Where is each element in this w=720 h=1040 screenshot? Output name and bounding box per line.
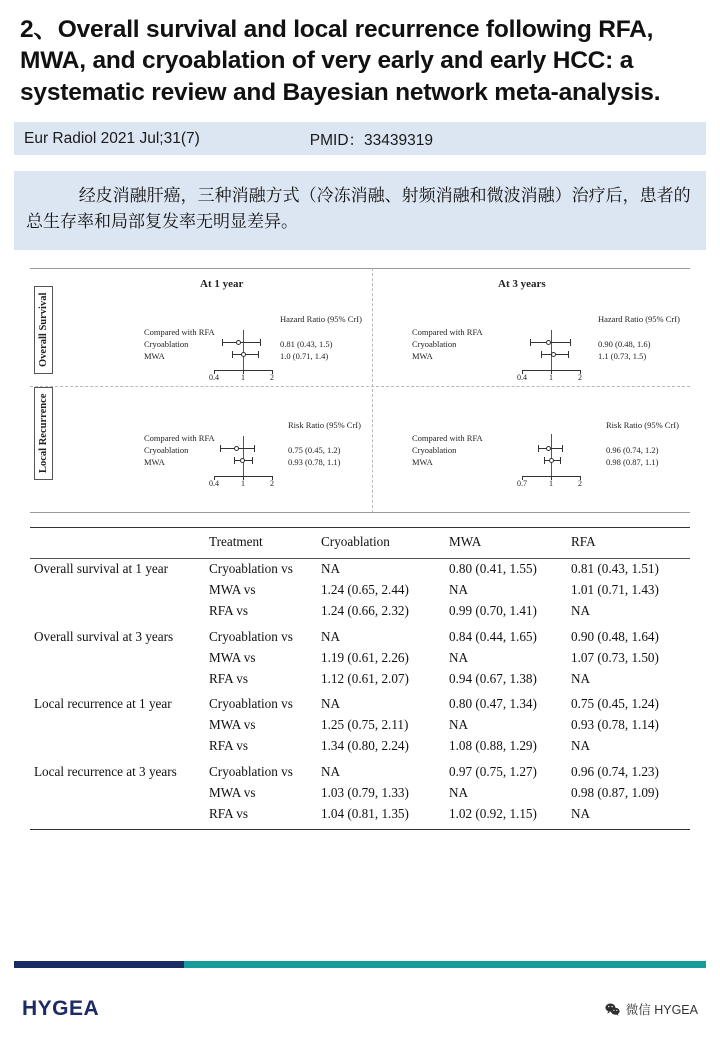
table-cell-cryoablation: 1.24 (0.65, 2.44) <box>321 582 409 598</box>
table-cell-cryoablation: 1.12 (0.61, 2.07) <box>321 670 409 686</box>
table-row <box>30 803 690 829</box>
panel-row-cryoablation: Cryoablation <box>144 444 189 455</box>
figure-mid-divider <box>30 386 690 387</box>
plot-point-mwa <box>551 352 556 357</box>
panel-row-mwa: MWA <box>412 350 433 361</box>
table-cell-mwa: 1.08 (0.88, 1.29) <box>449 738 537 754</box>
figure-vertical-divider <box>372 268 373 513</box>
plot-ci-cap-left <box>538 445 539 452</box>
table-row <box>30 580 690 601</box>
table-cell-cryoablation: NA <box>321 561 341 577</box>
table-header-cryoablation: Cryoablation <box>317 527 445 558</box>
panel-value-cryoablation: 0.81 (0.43, 1.5) <box>280 338 333 349</box>
table-cell-treatment: RFA vs <box>209 603 248 619</box>
table-group-label-spacer <box>30 580 205 601</box>
panel-value-cryoablation: 0.90 (0.48, 1.6) <box>598 338 651 349</box>
results-table <box>30 527 690 829</box>
plot-ci-cap-left <box>541 351 542 358</box>
table-group-label-spacer <box>30 647 205 668</box>
plot-ci-cap-left <box>530 339 531 346</box>
table-cell-mwa: 0.99 (0.70, 1.41) <box>449 603 537 619</box>
plot-ci-cap-left <box>220 445 221 452</box>
plot-point-cryoablation <box>546 340 551 345</box>
figure-row-label-overall-survival: Overall Survival <box>34 285 53 373</box>
figure-col-header-3years: At 3 years <box>498 277 546 290</box>
table-cell-mwa: 0.80 (0.47, 1.34) <box>449 696 537 712</box>
table-cell-cryoablation: 1.04 (0.81, 1.35) <box>321 805 409 821</box>
plot-tick-label: 2 <box>578 372 582 382</box>
results-table-wrapper <box>30 527 690 830</box>
plot-tick-label: 0.4 <box>209 372 219 382</box>
plot-ci-cap-right <box>252 457 253 464</box>
plot-ci-cap-right <box>258 351 259 358</box>
forest-plot-figure <box>30 268 690 513</box>
panel-row-cryoablation: Cryoablation <box>412 338 457 349</box>
journal-citation-bar <box>14 122 706 155</box>
table-cell-mwa: NA <box>449 784 469 800</box>
table-cell-mwa: NA <box>449 582 469 598</box>
table-cell-rfa: 0.93 (0.78, 1.14) <box>571 717 659 733</box>
table-cell-mwa: 0.94 (0.67, 1.38) <box>449 670 537 686</box>
table-cell-mwa: NA <box>449 717 469 733</box>
plot-point-cryoablation <box>234 446 239 451</box>
table-row <box>30 782 690 803</box>
panel-plot <box>209 326 274 382</box>
table-cell-rfa: 0.81 (0.43, 1.51) <box>571 561 659 577</box>
panel-value-mwa: 1.0 (0.71, 1.4) <box>280 350 329 361</box>
plot-ci-cap-right <box>254 445 255 452</box>
plot-tick-label: 1 <box>549 478 553 488</box>
table-group-label: Local recurrence at 1 year <box>34 696 172 712</box>
table-cell-rfa: NA <box>571 670 591 686</box>
table-group-label-spacer <box>30 782 205 803</box>
figure-panel-lr-3years <box>380 416 680 486</box>
table-cell-rfa: 1.01 (0.71, 1.43) <box>571 582 659 598</box>
panel-row-cryoablation: Cryoablation <box>412 444 457 455</box>
panel-value-cryoablation: 0.75 (0.45, 1.2) <box>288 444 341 455</box>
wechat-handle <box>605 1000 698 1018</box>
plot-tick-label: 0.4 <box>209 478 219 488</box>
table-cell-cryoablation: 1.25 (0.75, 2.11) <box>321 717 409 733</box>
table-header-treatment: Treatment <box>205 527 317 558</box>
table-row <box>30 761 690 782</box>
table-cell-treatment: MWA vs <box>209 649 256 665</box>
table-header-rfa: RFA <box>567 527 690 558</box>
table-cell-cryoablation: 1.24 (0.66, 2.32) <box>321 603 409 619</box>
wechat-label: 微信 HYGEA <box>625 1003 698 1017</box>
plot-ci-cap-right <box>568 351 569 358</box>
table-row <box>30 647 690 668</box>
plot-tick-label: 1 <box>241 372 245 382</box>
plot-ci-cap-right <box>562 445 563 452</box>
plot-null-line <box>243 330 244 370</box>
table-cell-rfa: 0.90 (0.48, 1.64) <box>571 628 659 644</box>
table-cell-cryoablation: 1.03 (0.79, 1.33) <box>321 784 409 800</box>
table-row <box>30 668 690 694</box>
figure-top-rule <box>30 268 690 269</box>
plot-ci-cap-left <box>544 457 545 464</box>
panel-row-mwa: MWA <box>144 350 165 361</box>
plot-tick-label: 0.4 <box>517 372 527 382</box>
footer <box>0 978 720 1040</box>
table-cell-treatment: MWA vs <box>209 784 256 800</box>
plot-point-mwa <box>240 458 245 463</box>
table-header-mwa: MWA <box>445 527 567 558</box>
table-cell-cryoablation: NA <box>321 763 341 779</box>
plot-ci-cryoablation <box>222 342 260 343</box>
table-header-row <box>30 527 690 558</box>
page-title: 2、Overall survival and local recurrence following RFA, MWA, and cryoablation of very early and early HCC: a systematic review and Bayesian network meta-analysis. <box>20 16 661 106</box>
table-cell-treatment: Cryoablation vs <box>209 561 293 577</box>
plot-tick-label: 1 <box>549 372 553 382</box>
plot-tick-label: 1 <box>241 478 245 488</box>
table-cell-rfa: NA <box>571 603 591 619</box>
table-cell-treatment: RFA vs <box>209 738 248 754</box>
table-cell-rfa: 0.96 (0.74, 1.23) <box>571 763 659 779</box>
plot-ci-cap-left <box>232 351 233 358</box>
table-row <box>30 601 690 627</box>
table-bottom-rule <box>30 829 690 830</box>
table-cell-rfa: NA <box>571 805 591 821</box>
panel-metric-header: Hazard Ratio (95% CrI) <box>280 313 362 324</box>
table-group-label-spacer <box>30 601 205 627</box>
figure-panel-os-3years <box>380 310 680 380</box>
table-cell-mwa: 0.97 (0.75, 1.27) <box>449 763 537 779</box>
table-cell-treatment: Cryoablation vs <box>209 696 293 712</box>
panel-row-mwa: MWA <box>412 456 433 467</box>
plot-null-line <box>551 330 552 370</box>
table-cell-treatment: MWA vs <box>209 717 256 733</box>
panel-value-mwa: 0.98 (0.87, 1.1) <box>606 456 659 467</box>
journal-citation: Eur Radiol 2021 Jul;31(7) <box>24 129 200 147</box>
table-row <box>30 694 690 715</box>
table-cell-rfa: 1.07 (0.73, 1.50) <box>571 649 659 665</box>
plot-point-cryoablation <box>546 446 551 451</box>
footer-rule-teal-segment <box>184 961 706 968</box>
pmid-label: PMID：33439319 <box>309 131 433 149</box>
table-cell-rfa: 0.98 (0.87, 1.09) <box>571 784 659 800</box>
table-cell-rfa: NA <box>571 738 591 754</box>
plot-point-mwa <box>241 352 246 357</box>
panel-metric-header: Risk Ratio (95% CrI) <box>288 419 361 430</box>
panel-row-mwa: MWA <box>144 456 165 467</box>
table-row <box>30 558 690 580</box>
plot-tick-label: 2 <box>270 372 274 382</box>
plot-point-mwa <box>549 458 554 463</box>
panel-plot <box>517 432 582 488</box>
summary-box <box>14 171 706 250</box>
plot-null-line <box>551 434 552 476</box>
table-row <box>30 626 690 647</box>
plot-ci-cap-right <box>560 457 561 464</box>
figure-panel-lr-1year <box>62 416 362 486</box>
panel-value-mwa: 1.1 (0.73, 1.5) <box>598 350 647 361</box>
plot-ci-cap-right <box>570 339 571 346</box>
summary-text: 经皮消融肝癌，三种消融方式（冷冻消融、射频消融和微波消融）治疗后，患者的总生存率和局部复发率无明显差异。 <box>26 186 691 233</box>
panel-row-cryoablation: Cryoablation <box>144 338 189 349</box>
figure-row-label-local-recurrence: Local Recurrence <box>34 386 53 479</box>
panel-metric-header: Risk Ratio (95% CrI) <box>606 419 679 430</box>
figure-bottom-rule <box>30 512 690 513</box>
table-row <box>30 715 690 736</box>
table-cell-treatment: RFA vs <box>209 805 248 821</box>
table-cell-mwa: 0.80 (0.41, 1.55) <box>449 561 537 577</box>
table-cell-cryoablation: NA <box>321 628 341 644</box>
plot-null-line <box>243 436 244 476</box>
table-cell-treatment: Cryoablation vs <box>209 628 293 644</box>
table-header-blank <box>30 527 205 558</box>
table-cell-mwa: NA <box>449 649 469 665</box>
panel-metric-header: Hazard Ratio (95% CrI) <box>598 313 680 324</box>
table-cell-cryoablation: NA <box>321 696 341 712</box>
table-group-label-spacer <box>30 715 205 736</box>
table-cell-treatment: Cryoablation vs <box>209 763 293 779</box>
plot-point-cryoablation <box>236 340 241 345</box>
table-row <box>30 736 690 762</box>
plot-tick-label: 2 <box>578 478 582 488</box>
panel-compared-label: Compared with RFA <box>412 432 483 443</box>
brand-logo: HYGEA <box>22 997 100 1020</box>
panel-value-mwa: 0.93 (0.78, 1.1) <box>288 456 341 467</box>
table-group-label: Overall survival at 3 years <box>34 628 174 644</box>
table-group-label: Local recurrence at 3 years <box>34 763 177 779</box>
table-body <box>30 558 690 829</box>
table-cell-mwa: 1.02 (0.92, 1.15) <box>449 805 537 821</box>
table-cell-cryoablation: 1.19 (0.61, 2.26) <box>321 649 409 665</box>
figure-col-header-1year: At 1 year <box>200 277 244 290</box>
table-group-label-spacer <box>30 668 205 694</box>
plot-ci-cap-right <box>260 339 261 346</box>
table-cell-rfa: 0.75 (0.45, 1.24) <box>571 696 659 712</box>
table-cell-cryoablation: 1.34 (0.80, 2.24) <box>321 738 409 754</box>
plot-tick-label: 0.7 <box>517 478 527 488</box>
plot-ci-cap-left <box>234 457 235 464</box>
table-cell-treatment: MWA vs <box>209 582 256 598</box>
figure-panel-os-1year <box>62 310 362 380</box>
panel-compared-label: Compared with RFA <box>412 326 483 337</box>
panel-plot <box>517 326 582 382</box>
panel-value-cryoablation: 0.96 (0.74, 1.2) <box>606 444 659 455</box>
panel-compared-label: Compared with RFA <box>144 432 215 443</box>
plot-tick-label: 2 <box>270 478 274 488</box>
panel-compared-label: Compared with RFA <box>144 326 215 337</box>
table-group-label-spacer <box>30 803 205 829</box>
table-cell-mwa: 0.84 (0.44, 1.65) <box>449 628 537 644</box>
wechat-icon <box>605 1003 620 1016</box>
panel-plot <box>209 432 274 488</box>
footer-rule-navy-segment <box>14 961 184 968</box>
plot-ci-cap-left <box>222 339 223 346</box>
table-group-label-spacer <box>30 736 205 762</box>
footer-color-rule <box>14 961 706 968</box>
table-group-label: Overall survival at 1 year <box>34 561 169 577</box>
table-cell-treatment: RFA vs <box>209 670 248 686</box>
